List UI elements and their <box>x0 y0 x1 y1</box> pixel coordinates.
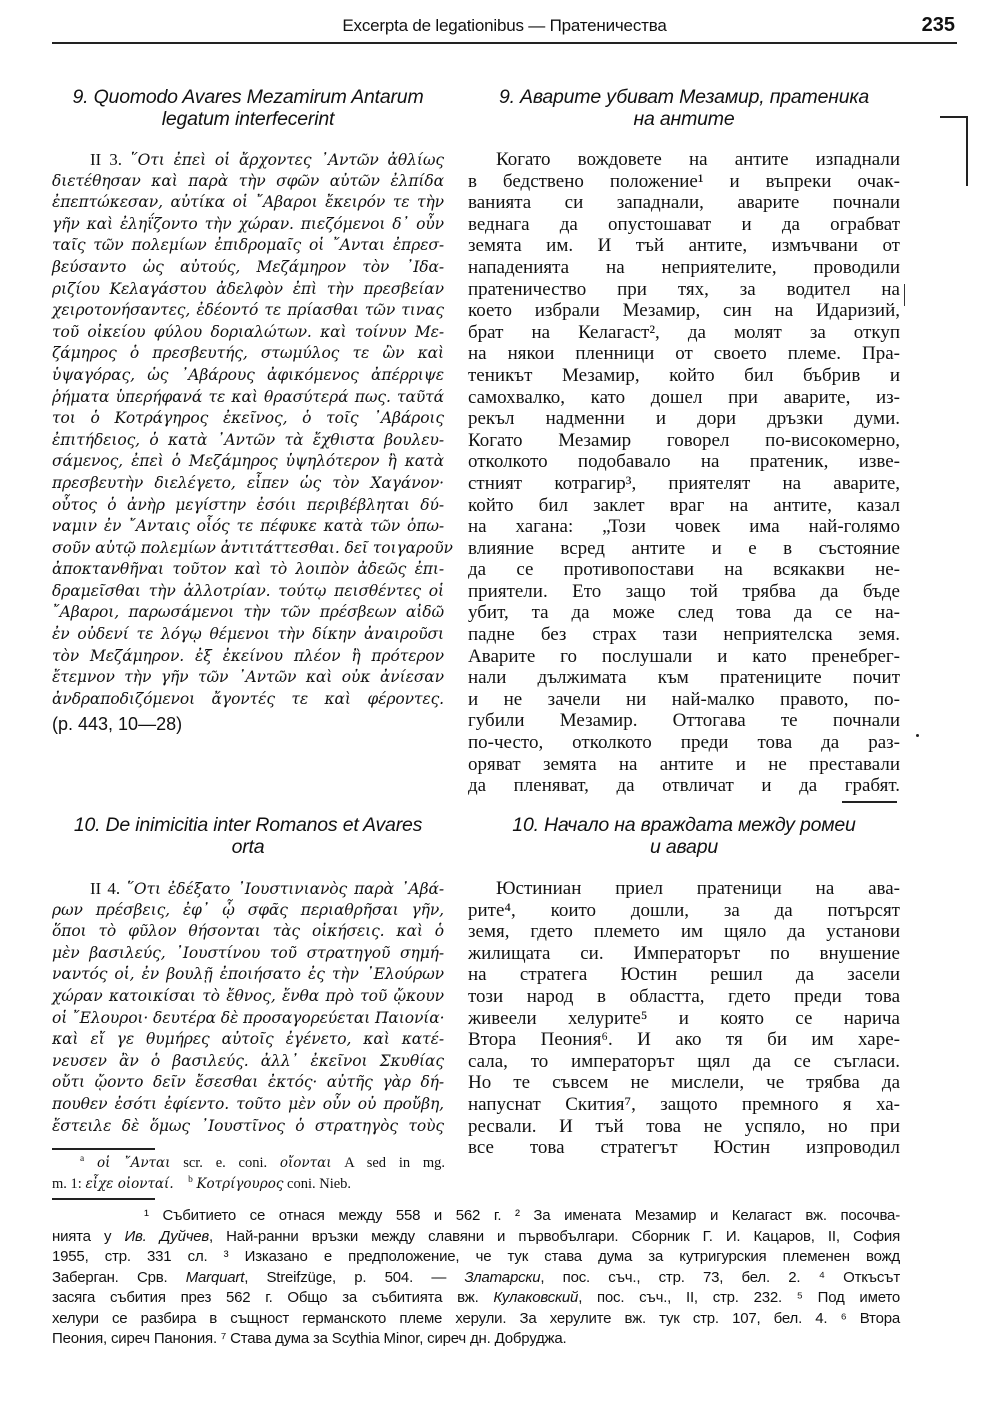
greek-line: τὸν Μεζάμηρον. ἐξ ἐκείνου πλέον ἢ πρότερον <box>52 646 444 665</box>
greek-line <box>52 149 444 171</box>
section10-bulgarian-text <box>468 878 900 1159</box>
apparatus-greek: οἴονται <box>279 1155 332 1171</box>
bulgarian-line: ресвали. И тъй това не успяло, но при <box>468 1115 900 1137</box>
greek-line <box>52 878 444 900</box>
greek-line: χειροτονήσαντες, ἐδέοντό τε πρίασθαι τῶν τινας <box>52 301 444 320</box>
footnote-text: засяга събития през 562 г. Общо за събитията вж. <box>52 1289 494 1306</box>
bulgarian-line: Но те съвсем не мислели, че трябва да <box>468 1072 900 1094</box>
footnote-italic: Marquart <box>185 1268 245 1286</box>
footnote-text: хелури се разбира в същност германското племе херули. За херулите вж. тук стр. 107, бел. 4. ⁶ Втора <box>52 1309 900 1327</box>
footnote-text: Заберган. Срв. <box>52 1268 186 1286</box>
page-number: 235 <box>921 14 955 36</box>
bulgarian-line: ванията си западнали, аварите почнали <box>468 192 900 214</box>
bulgarian-line: рекъл надменни и дори дръзки думи. <box>468 408 900 430</box>
bulgarian-line: влияние всред антите и е в състояние <box>468 537 900 559</box>
footnote-line <box>52 1288 900 1309</box>
greek-line: ἀποκτανθῆναι τοῦτον καὶ τὸ λοιπὸν ἀδεῶς ἐπι- <box>52 560 444 579</box>
greek-line: ἀνδραποδιζόμενοι ἄγοντές τε καὶ φέροντες. <box>52 689 444 708</box>
footnote-text: 1955, стр. 331 сл. ³ Изказано е предположение, че тук става дума за кутригурския племенен вожд <box>52 1248 900 1265</box>
bulgarian-line: все това стратегът Юстин изпроводил <box>468 1137 900 1159</box>
greek-line: νευσεν ἂν ὁ βασιλεύς. ἀλλ᾿ ἐκεῖνοι Σκυθίας <box>52 1051 444 1070</box>
bulgarian-line: Когато вождовете на антите изпаднали <box>496 149 900 170</box>
footnote-line <box>52 1329 900 1350</box>
margin-rule <box>842 801 897 803</box>
footnote-line <box>52 1247 900 1268</box>
greek-line: ριζίου Κελαγάστου ἀδελφὸν ἐπὶ τὴν πρεσβείαν <box>52 279 444 298</box>
footnote-italic: Кулаковский <box>493 1289 579 1306</box>
bulgarian-line: губили Мезамир. Оттогава те почнали <box>468 710 900 732</box>
greek-line: διετέθησαν καὶ παρὰ τὴν σφῶν αὐτῶν ἐλπίδα <box>52 171 444 190</box>
line-text: ῞Οτι ἐπεὶ οἱ ἄρχοντες ᾿Αντῶν ἀθλίως <box>130 151 444 169</box>
footnote-text: ¹ Събитието се отнася между 558 и 562 г. ² За имената Мезамир и Келагаст вж. посочва- <box>144 1207 900 1224</box>
apparatus-greek: εἶχε οἰονταί. <box>85 1176 174 1192</box>
footnotes <box>52 1206 900 1350</box>
footnote-text: , Streifzüge, p. 504. — <box>244 1268 465 1286</box>
bulgarian-line: да се противопостави на всякакви не- <box>468 559 900 581</box>
footnote-italic: Ив. Дуйчев <box>124 1227 210 1245</box>
bulgarian-line: този народ в областта, гдето преди това <box>468 985 900 1007</box>
bulgarian-line: земята им. И тъй антите, измъчвани от <box>468 235 900 257</box>
footnote-line <box>52 1309 900 1330</box>
bulgarian-line: сала, то императорът щял да се съгласи. <box>468 1050 900 1072</box>
section9-greek-reference: (p. 443, 10—28) <box>52 714 183 734</box>
bulgarian-line: пратеничество при тях, за водител на <box>468 278 900 300</box>
heading-line: 10. De inimicitia inter Romanos et Avares <box>73 814 423 836</box>
greek-line: ὅποι τὸ φῦλον θήσονται τὰς οἰκήσεις. καὶ ὁ <box>52 922 444 941</box>
bulgarian-line: приятели. Ето защо той трябва да бъде <box>468 580 900 602</box>
bulgarian-line: Когато Мезамир говорел по-високомерно, <box>468 429 900 451</box>
bulgarian-line: веднага да опустошават и да ограбват <box>468 213 900 235</box>
greek-line: τοῦ οἰκείου φύλου δοριαλώτων. καὶ τοίνυν Με- <box>52 322 444 341</box>
greek-line: πουθεν ἐσότι ἐφίεντο. τοῦτο μὲν οὖν οὐ προὔβη, <box>52 1094 444 1113</box>
section10-bulgarian-heading <box>468 814 900 858</box>
bulgarian-line: жилищата си. Императорът по внушение <box>468 942 900 964</box>
greek-line: ἔστειλε δὲ ὅμως ᾿Ιουστῖνος ὁ στρατηγὸς τοὺς <box>52 1116 444 1135</box>
footnote-line <box>52 1268 900 1289</box>
apparatus-text: A sed in mg. <box>331 1155 446 1171</box>
apparatus-criticus <box>52 1153 446 1195</box>
bulgarian-line: оряват земята на антите и не преставали <box>468 753 900 775</box>
footnote-line <box>52 1227 900 1248</box>
footnote-text: нията у <box>52 1227 125 1245</box>
heading-line: на антите <box>633 108 735 130</box>
heading-line: 9. Quomodo Avares Mezamirum Antarum <box>72 86 424 108</box>
running-title: Excerpta de legationibus — Пратеничества <box>342 16 667 35</box>
greek-line: οἱ ῎Ελουροι· δευτέρα δὲ προσαγορεύεται Παιονία· <box>52 1008 445 1027</box>
greek-line: ἔτεμνον τὴν γῆν τῶν ᾿Αντῶν καὶ οὐκ ἀνίεσαν <box>52 668 444 687</box>
greek-line: ἐπεπτώκεσαν, αὐτίκα οἱ ῎Αβαροι ἔκειρόν τε τὴν <box>52 193 444 212</box>
bulgarian-line: Юстиниан приел пратеници на ава- <box>496 878 900 899</box>
bulgarian-line: Аварите го послушали и като пренебрег- <box>468 645 900 667</box>
apparatus-text: m. 1: <box>52 1176 86 1192</box>
greek-line: καὶ εἴ γε θυμήρες αὐτοῖς ἐγένετο, καὶ κατέ- <box>52 1030 444 1049</box>
greek-line: χώραν κατοικίσαι τὸ ἔθνος, ἔνθα πρὸ τοῦ ᾤκουν <box>52 986 444 1005</box>
note-marker: a <box>80 1154 85 1165</box>
greek-line: ἐπιτήδειος, ὁ κατὰ ᾿Αντῶν τὰ ἔχθιστα βουλευ- <box>52 430 444 449</box>
bulgarian-line: самохвалко, като дошел при аварите, из- <box>468 386 900 408</box>
greek-line: ταῖς τῶν πολεμίων ἐπιδρομαῖς οἱ ῎Ανται ἐπρεσ- <box>52 236 444 255</box>
greek-line: σάμενος, ἐπεὶ ὁ Μεζάμηρος ὑψηλότερον ἢ κατὰ <box>52 452 444 471</box>
greek-line: τοι ὁ Κοτράγηρος ἐκεῖνος, ὁ τοῖς ᾿Αβάροις <box>52 409 444 428</box>
apparatus-text: coni. Nieb. <box>283 1176 352 1192</box>
bulgarian-line: земя, гдето племето им щяло да установи <box>468 921 900 943</box>
apparatus-greek: οἱ ῎Ανται <box>96 1155 171 1171</box>
apparatus-text: scr. e. coni. <box>170 1155 280 1171</box>
greek-line: βεύσαντο ὡς αὐτούς, Μεζάμηρον τὸν ᾿Ιδα- <box>52 257 444 276</box>
bulgarian-line: на стратега Юстин решил да засели <box>468 964 900 986</box>
apparatus-line <box>80 1153 445 1174</box>
footnote-text: Пеония, сиреч Панония. ⁷ Става дума за Scythia Minor, сиреч дн. Добруджа. <box>52 1330 567 1347</box>
bulgarian-line: убит, та да може след това да се на- <box>468 602 900 624</box>
bulgarian-line: Втора Пеония⁶. И ако тя би им харе- <box>468 1029 900 1051</box>
greek-line: δραμεῖσθαι τὴν ἀλλοτρίαν. τούτῳ πεισθέντες οἱ <box>52 581 444 600</box>
section10-greek-text <box>52 878 444 1137</box>
greek-line: μὲν βασιλεύς, ᾿Ιουστίνου τοῦ στρατηγοῦ σημή- <box>52 943 444 962</box>
bulgarian-line: нападенията на неприятелите, проводили <box>468 256 900 278</box>
section10-latin-heading <box>52 814 444 858</box>
section9-latin-heading <box>52 86 444 130</box>
margin-bracket-vertical <box>966 116 968 186</box>
footnote-text: , пос. съч., стр. 73, бел. 2. ⁴ Откъсът <box>540 1268 900 1286</box>
greek-line: οὔτι ᾤοντο δεῖν ἔσεσθαι ἐκτός· αὐτῆς γὰρ δή- <box>52 1073 444 1092</box>
greek-line: γῆν καὶ ἐληΐζοντο τὴν χώραν. πιεζόμενοι δ᾿ οὖν <box>52 214 444 233</box>
greek-line: ζάμηρος ὁ πρεσβευτής, στωμύλος τε ὢν καὶ <box>52 344 444 363</box>
paragraph-number: II 4. <box>90 879 127 898</box>
paragraph-number: II 3. <box>90 150 131 169</box>
greek-line: πρεσβευτὴν διελέγετο, εἶπεν ὡς τὸν Χαγάνον· <box>52 473 444 492</box>
bulgarian-line: брат на Келагаст², да молят за откуп <box>468 321 900 343</box>
line-text: ῞Οτι ἐδέξατο ᾿Ιουστινιανὸς παρὰ ᾿Αβά- <box>126 880 444 898</box>
margin-bracket-top <box>940 116 968 118</box>
bulgarian-line: рите⁴, които дошли, за да потърсят <box>468 899 900 921</box>
bulgarian-line: падне без страх тази неприятелска земя. <box>468 624 900 646</box>
section9-greek-text <box>52 149 453 710</box>
bulgarian-line: нали дължимата към пратениците почит <box>468 667 900 689</box>
heading-line: legatum interfecerint <box>161 108 335 130</box>
bulgarian-line: отколкото подобавало на пратеник, изве- <box>468 451 900 473</box>
greek-line: ῥήματα ὑπερήφανά τε καὶ θρασύτερά πως. ταῦτά <box>52 387 444 406</box>
apparatus-line <box>52 1174 445 1195</box>
heading-line: 10. Начало на враждата между ромеи <box>512 814 856 836</box>
bulgarian-line: и не зачели ни най-малко правото, по- <box>468 688 900 710</box>
bulgarian-line: живеели хелурите⁵ и която се нарича <box>468 1007 900 1029</box>
greek-line: οὗτος ὁ ἀνὴρ μεγίστην ἐσόιι περιβέβληται δύ- <box>52 495 444 514</box>
greek-line: ναντός οἱ, ἐν βουλῇ ἐποιήσατο ἐς τὴν ᾿Ελούρων <box>52 965 444 984</box>
footnote-line <box>52 1206 900 1227</box>
bulgarian-line: което избрали Мезамир, син на Идаризий, <box>468 300 900 322</box>
bulgarian-line: теникът Мезамир, който бил бъбрив и <box>468 364 900 386</box>
note-marker: b <box>188 1175 193 1186</box>
footnote-text: , Най-ранни връзки между славяни и първобългари. Сборник Г. И. Кацаров, II, София <box>209 1227 900 1245</box>
bulgarian-line: на хагана: „Този човек има най-голямо <box>468 516 900 538</box>
greek-line: ὑψαγόρας, ὡς ᾿Αβάρους ἀφικόμενος ἀπέρριψε <box>52 365 444 384</box>
section9-bulgarian-heading <box>468 86 900 130</box>
greek-line: ναμιν ἐν ῎Ανταις οἷός τε πέφυκε κατὰ τῶν ὁπω- <box>52 517 444 536</box>
apparatus-rule <box>52 1148 155 1150</box>
greek-line: ρων πρέσβεις, ἐφ᾿ ᾧ σφᾶς περιαθρῆσαι γῆν, <box>52 900 444 919</box>
heading-line: 9. Аварите убиват Мезамир, пратеника <box>498 86 870 108</box>
bulgarian-line: който бил заклет враг на антите, казал <box>468 494 900 516</box>
bulgarian-line: по-често, отколкото преди това да раз- <box>468 732 900 754</box>
bulgarian-line: в бедствено положение¹ и въпреки очак- <box>468 170 900 192</box>
greek-line: ῎Αβαροι, παρωσάμενοι τὴν τῶν πρέσβεων αἰδῶ <box>52 603 444 622</box>
footnotes-rule <box>52 1198 155 1200</box>
heading-line: orta <box>231 836 265 858</box>
heading-line: и авари <box>650 836 718 858</box>
margin-dot <box>916 734 919 737</box>
greek-line: σοῦν αὐτῷ πολεμίων ἀντιτάττεσθαι. δεῖ τοιγαροῦν <box>52 538 453 557</box>
footnote-text: , пос. съч., II, стр. 232. ⁵ Под името <box>578 1289 900 1306</box>
footnote-italic: Златарски <box>464 1268 541 1286</box>
margin-tick <box>904 284 905 306</box>
apparatus-greek: Κοτρίγουρος <box>196 1176 284 1192</box>
bulgarian-line: да пленяват, да отвличат и да грабят. <box>468 775 900 797</box>
greek-line: ἐν οὐδενί τε λόγῳ θέμενοι τὴν δίκην ἀναιροῦσι <box>52 625 444 644</box>
bulgarian-line: стният котрагир³, приятелят на аварите, <box>468 472 900 494</box>
bulgarian-line: на някои пленници от своето племе. Пра- <box>468 343 900 365</box>
section9-bulgarian-text <box>468 149 900 797</box>
bulgarian-line: напуснат Скития⁷, защото премного я ха- <box>468 1093 900 1115</box>
running-head <box>52 14 957 44</box>
